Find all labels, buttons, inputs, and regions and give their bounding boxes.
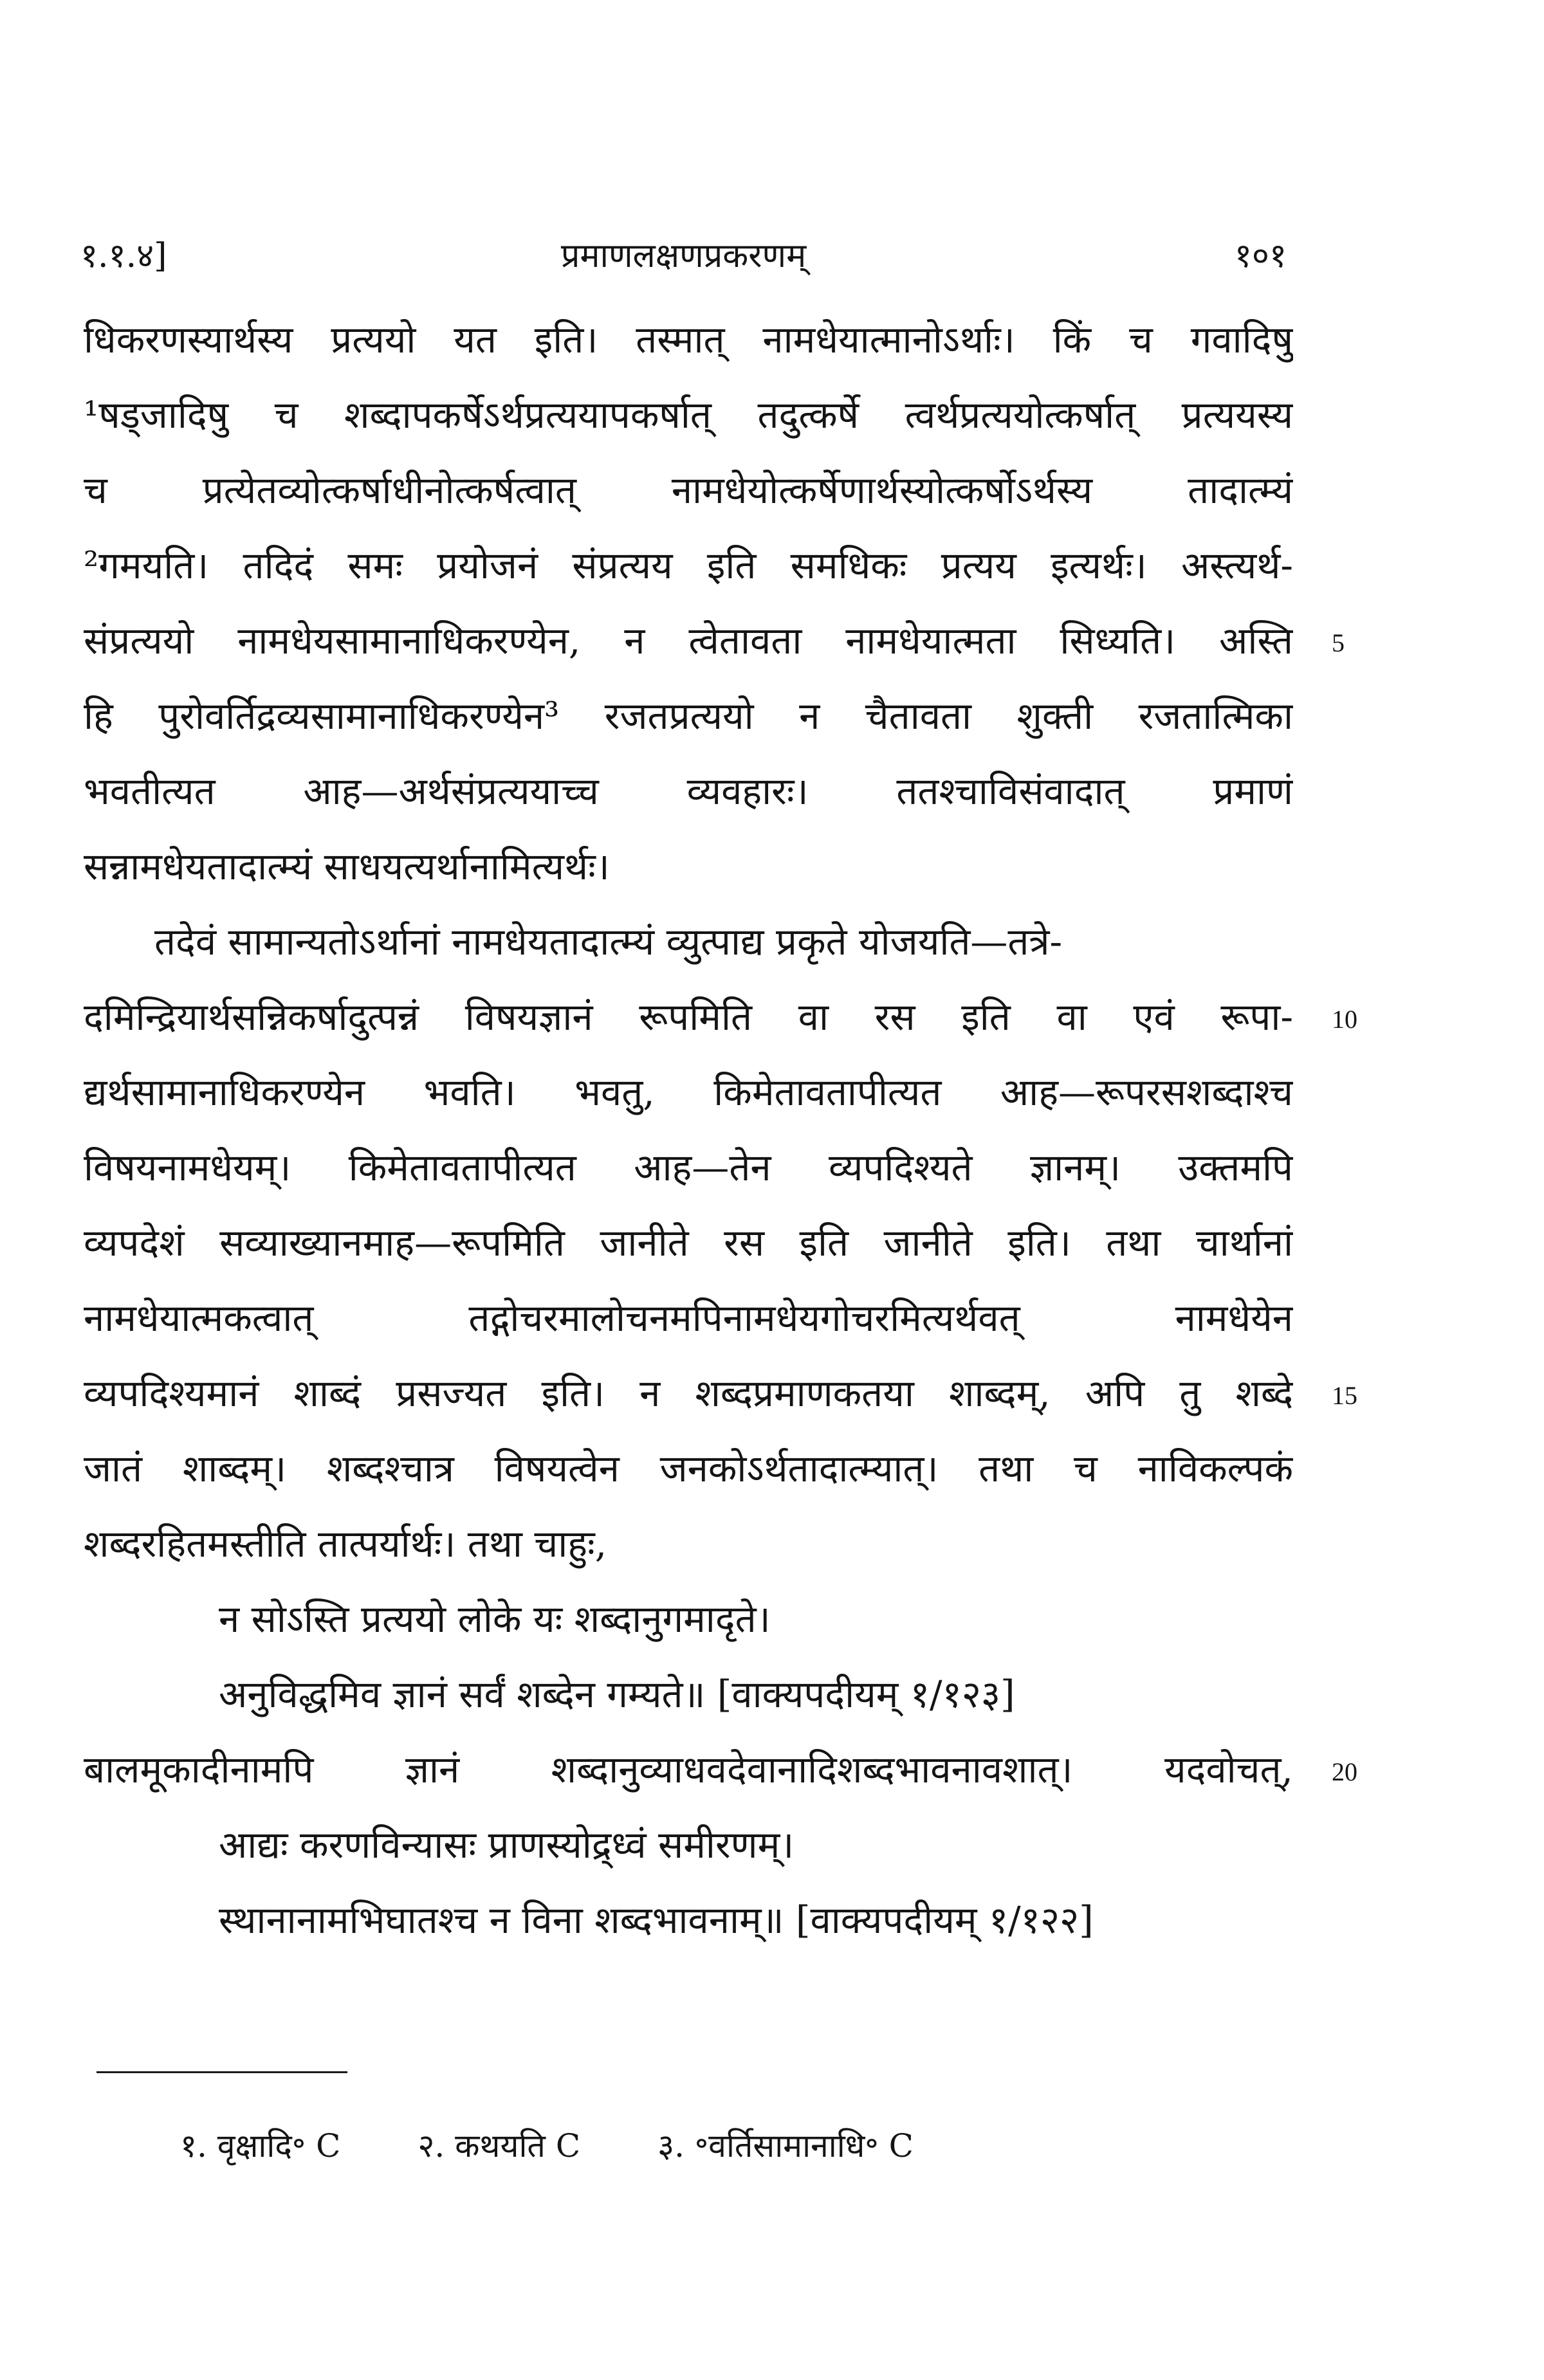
text-line: जातं शाब्दम्। शब्दश्चात्र विषयत्वेन जनकोऽर्थतादात्म्यात्। तथा च नाविकल्पकं xyxy=(84,1447,1293,1490)
chapter-title: प्रमाणलक्षणप्रकरणम् xyxy=(560,237,807,275)
line-number: 10 xyxy=(1332,1005,1357,1034)
text-line: आद्यः करणविन्यासः प्राणस्योद्र्ध्वं समीरणम्। xyxy=(219,1823,795,1867)
line-number: 5 xyxy=(1332,628,1345,657)
footnote: २. कथयति C xyxy=(418,2127,581,2165)
footnote: १. वृक्षादि॰ C xyxy=(180,2127,341,2165)
line-number: 15 xyxy=(1332,1381,1357,1410)
text-line: ²गमयति। तदिदं समः प्रयोजनं संप्रत्यय इति समधिकः प्रत्यय इत्यर्थः। अस्त्यर्थ- xyxy=(84,544,1293,587)
footnote: ३. ॰वर्तिसामानाधि॰ C xyxy=(657,2127,914,2165)
page-number: १०१ xyxy=(1234,237,1287,275)
text-line: अनुविद्धमिव ज्ञानं सर्वं शब्देन गम्यते॥ [वाक्यपदीयम् १/१२३] xyxy=(219,1672,1015,1716)
text-line: भवतीत्यत आह—अर्थसंप्रत्ययाच्च व्यवहारः। ततश्चाविसंवादात् प्रमाणं xyxy=(84,769,1293,813)
text-line: व्यपदिश्यमानं शाब्दं प्रसज्यत इति। न शब्दप्रमाणकतया शाब्दम्, अपि तु शब्दे xyxy=(84,1371,1293,1415)
footnotes xyxy=(180,2123,991,2166)
text-line: दमिन्द्रियार्थसन्निकर्षादुत्पन्नं विषयज्ञानं रूपमिति वा रस इति वा एवं रूपा- xyxy=(84,995,1293,1039)
text-line: धिकरणस्यार्थस्य प्रत्ययो यत इति। तस्मात् नामधेयात्मानोऽर्थाः। किं च गवादिषु xyxy=(84,318,1293,362)
text-line: व्यपदेशं सव्याख्यानमाह—रूपमिति जानीते रस इति जानीते इति। तथा चार्थानां xyxy=(84,1221,1293,1265)
text-line: द्यर्थसामानाधिकरण्येन भवति। भवतु, किमेतावतापीत्यत आह—रूपरसशब्दाश्च xyxy=(84,1070,1293,1114)
text-line: ¹षड्जादिषु च शब्दापकर्षेऽर्थप्रत्ययापकर्षात् तदुत्कर्षे त्वर्थप्रत्ययोत्कर्षात् प्रत्ययस्य xyxy=(84,393,1293,437)
section-number: १.१.४] xyxy=(80,237,167,275)
text-line: हि पुरोवर्तिद्रव्यसामानाधिकरण्येन³ रजतप्रत्ययो न चैतावता शुक्ती रजतात्मिका xyxy=(84,694,1293,738)
text-line: न सोऽस्ति प्रत्ययो लोके यः शब्दानुगमादृते। xyxy=(219,1597,771,1641)
text-line: विषयनामधेयम्। किमेतावतापीत्यत आह—तेन व्यपदिश्यते ज्ञानम्। उक्तमपि xyxy=(84,1146,1293,1189)
footnote-rule xyxy=(96,2071,347,2073)
text-line: संप्रत्ययो नामधेयसामानाधिकरण्येन, न त्वेतावता नामधेयात्मता सिध्यति। अस्ति xyxy=(84,619,1293,663)
line-number: 20 xyxy=(1332,1757,1357,1786)
body-text xyxy=(84,302,1293,1958)
running-header xyxy=(80,232,1287,289)
text-line: नामधेयात्मकत्वात् तद्गोचरमालोचनमपिनामधेयगोचरमित्यर्थवत् नामधेयेन xyxy=(84,1296,1293,1340)
text-line: च प्रत्येतव्योत्कर्षाधीनोत्कर्षत्वात् नामधेयोत्कर्षेणार्थस्योत्कर्षोऽर्थस्य तादात्म्यं xyxy=(84,468,1293,512)
text-line: बालमूकादीनामपि ज्ञानं शब्दानुव्याधवदेवानादिशब्दभावनावशात्। यदवोचत्, xyxy=(84,1748,1293,1791)
text-line: स्थानानामभिघातश्च न विना शब्दभावनाम्॥ [वाक्यपदीयम् १/१२२] xyxy=(219,1898,1094,1942)
text-line: शब्दरहितमस्तीति तात्पर्यार्थः। तथा चाहुः, xyxy=(84,1522,607,1566)
text-line: तदेवं सामान्यतोऽर्थानां नामधेयतादात्म्यं व्युत्पाद्य प्रकृते योजयति—तत्रे- xyxy=(154,920,1063,964)
text-line: सन्नामधेयतादात्म्यं साधयत्यर्थानामित्यर्थः। xyxy=(84,845,610,888)
